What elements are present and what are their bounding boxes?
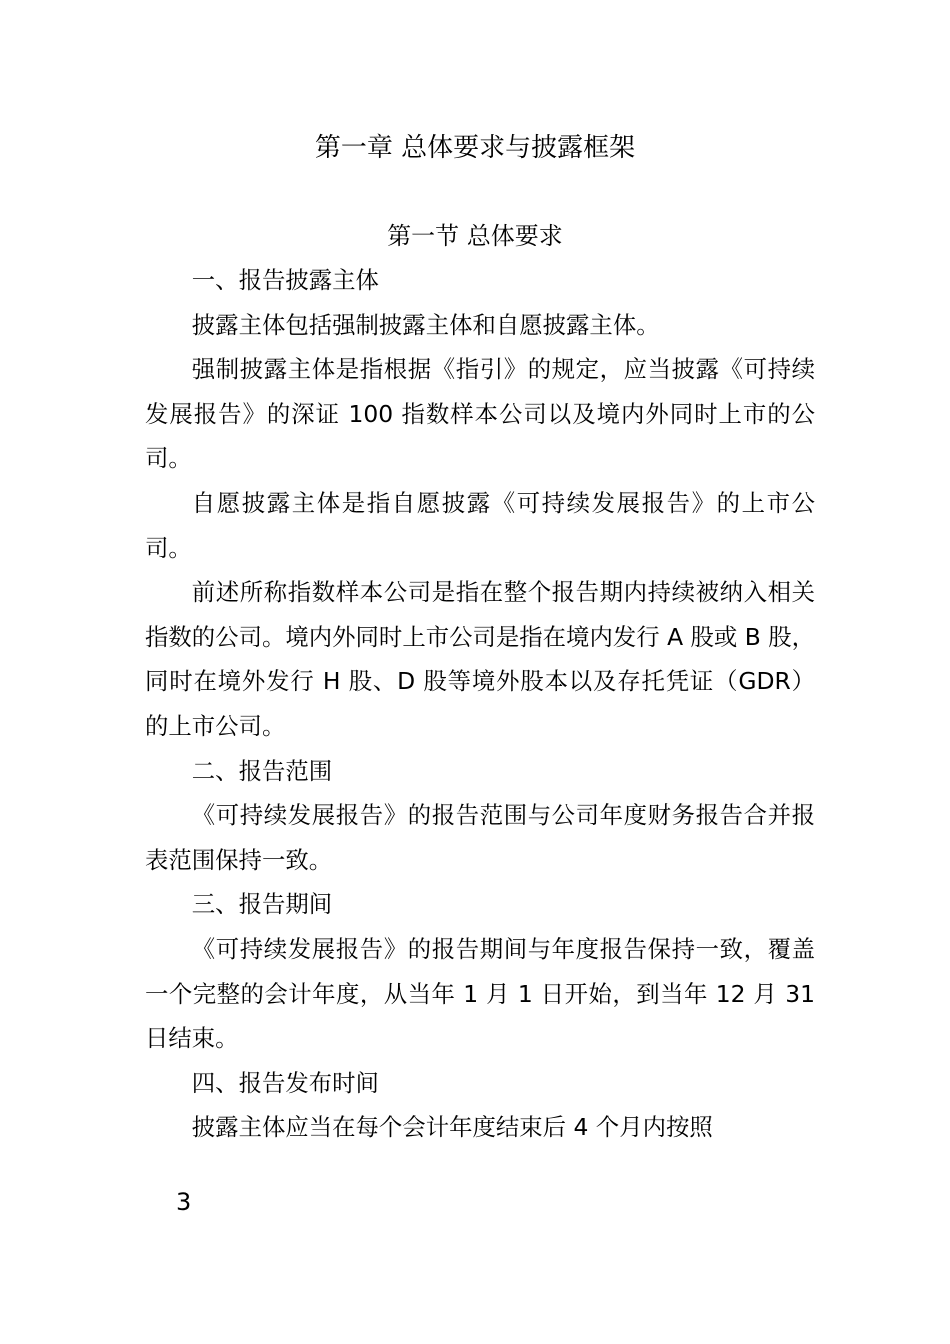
subsection-heading-subject: 一、报告披露主体	[191, 266, 379, 294]
paragraph-scope: 《可持续发展报告》的报告范围与公司年度财务报告合并报表范围保持一致。	[145, 801, 815, 874]
paragraph-mandatory-subject: 强制披露主体是指根据《指引》的规定，应当披露《可持续发展报告》的深证 100 指数样本公司以及境内外同时上市的公司。	[145, 355, 815, 473]
body-text	[145, 258, 815, 1150]
paragraph-subject-overview: 披露主体包括强制披露主体和自愿披露主体。	[191, 310, 660, 339]
chapter-title: 第一章 总体要求与披露框架	[314, 133, 636, 163]
paragraph-voluntary-subject: 自愿披露主体是指自愿披露《可持续发展报告》的上市公司。	[145, 488, 815, 562]
subsection-heading-release-time: 四、报告发布时间	[191, 1068, 379, 1097]
paragraph-period: 《可持续发展报告》的报告期间与年度报告保持一致，覆盖一个完整的会计年度，从当年 1 月 1 日开始，到当年 12 月 31 日结束。	[145, 934, 815, 1053]
page-number: 3	[176, 1188, 192, 1216]
subsection-heading-scope: 二、报告范围	[191, 756, 333, 785]
subsection-heading-period: 三、报告期间	[191, 890, 333, 919]
section-title: 第一节 总体要求	[387, 222, 563, 250]
paragraph-definitions: 前述所称指数样本公司是指在整个报告期内持续被纳入相关指数的公司。境内外同时上市公司是指在境内发行 A 股或 B 股，同时在境外发行 H 股、D 股等境外股本以及存托凭证（GDR）的上市公司。	[145, 578, 815, 740]
paragraph-release-time: 披露主体应当在每个会计年度结束后 4 个月内按照	[191, 1113, 713, 1142]
